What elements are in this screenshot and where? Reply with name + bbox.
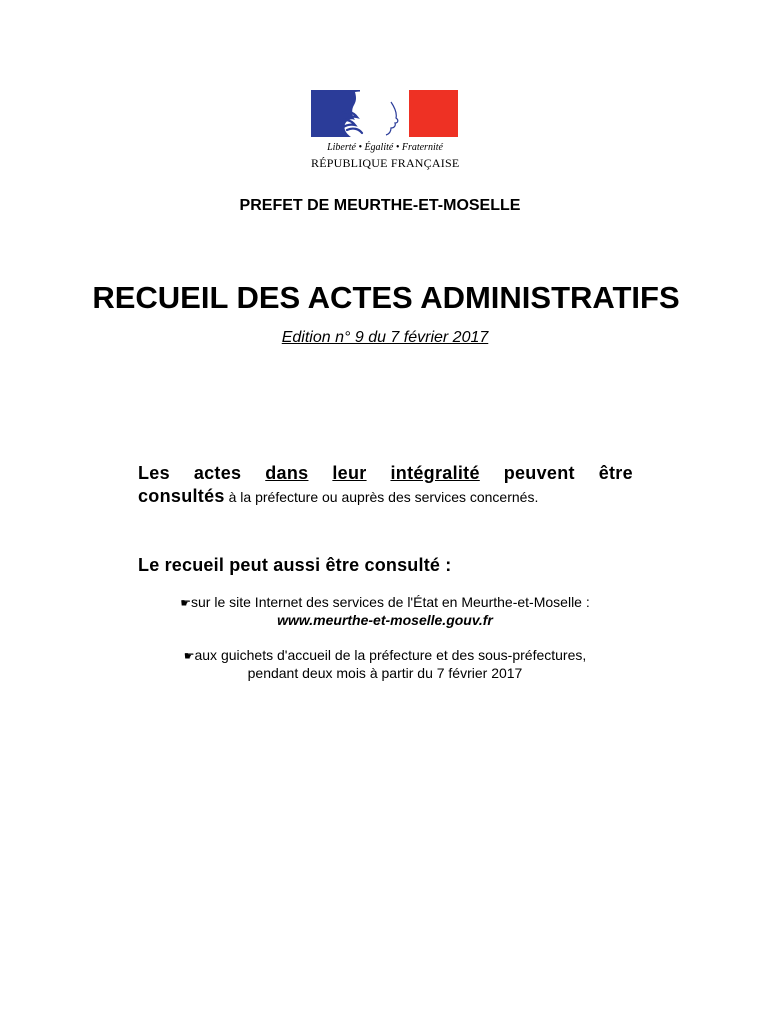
website-link[interactable]: www.meurthe-et-moselle.gouv.fr	[277, 612, 493, 628]
actes-consultes-word: consultés	[138, 486, 225, 506]
actes-underlined-word: intégralité	[390, 463, 480, 483]
republic-motto: Liberté • Égalité • Fraternité	[327, 142, 443, 153]
actes-word: être	[598, 463, 633, 483]
actes-rest-text: à la préfecture ou auprès des services concernés.	[224, 489, 539, 505]
recueil-heading: Le recueil peut aussi être consulté :	[138, 555, 452, 575]
edition-subtitle: Edition n° 9 du 7 février 2017	[281, 329, 489, 346]
actes-line-2	[138, 486, 633, 507]
page-title: RECUEIL DES ACTES ADMINISTRATIFS	[92, 280, 680, 315]
bullet-item-website	[0, 594, 770, 629]
actes-underlined-word: dans	[265, 463, 309, 483]
marianne-flag-icon	[311, 90, 458, 137]
bullet-item-guichets	[0, 647, 770, 682]
bullet-text: sur le site Internet des services de l'État en Meurthe-et-Moselle :	[191, 594, 590, 610]
actes-word: peuvent	[503, 463, 575, 483]
pointing-hand-icon: ☛	[180, 596, 191, 610]
bullet-text: aux guichets d'accueil de la préfecture et des sous-préfectures,	[194, 647, 587, 663]
actes-paragraph	[138, 462, 633, 507]
bullet-line	[0, 594, 770, 612]
bullet-line	[0, 647, 770, 665]
pointing-hand-icon: ☛	[183, 649, 195, 663]
republic-name: RÉPUBLIQUE FRANÇAISE	[311, 156, 460, 170]
actes-line-1	[138, 462, 633, 484]
republique-francaise-logo	[311, 90, 459, 172]
prefet-heading: PREFET DE MEURTHE-ET-MOSELLE	[239, 197, 521, 214]
actes-underlined-word: leur	[332, 463, 367, 483]
actes-word: actes	[193, 463, 242, 483]
actes-word: Les	[138, 463, 170, 483]
bullet-text-line-2: pendant deux mois à partir du 7 février 2017	[247, 665, 523, 681]
